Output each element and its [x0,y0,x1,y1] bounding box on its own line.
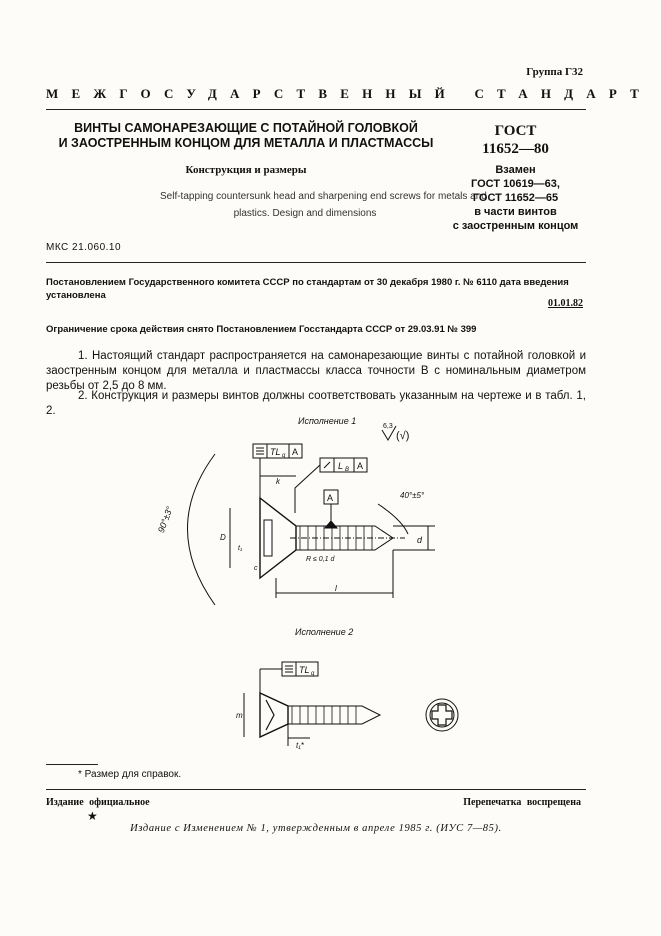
amendment-note: Издание с Изменением № 1, утвержденным в апреле 1985 г. (ИУС 7—85). [130,823,502,834]
tol-v2-label: TL [299,665,310,675]
gost-label: ГОСТ [494,123,537,139]
title-line-2: И ЗАОСТРЕННЫМ КОНЦОМ ДЛЯ МЕТАЛЛА И ПЛАСТМАССЫ [58,136,434,150]
tol-v2-sub: g [311,671,315,677]
english-title-line-2: plastics. Design and dimensions [233,208,377,219]
tol-2-label: L [338,461,344,471]
replaces-item-3: в части винтов [474,206,557,218]
document-subtitle: Конструкция и размеры [185,164,307,176]
decree-text: Постановлением Государственного комитета СССР по стандартам от 30 декабря 1980 г. № 6110 дата введения установлена [46,277,569,301]
english-title [160,188,487,222]
angle-40-label: 40°±5° [400,491,425,500]
replaces-label: Взамен [495,164,536,176]
tol-2-datum: A [357,461,364,471]
tol-1-label: TL [270,447,281,457]
gost-designation [447,123,584,233]
top-divider [46,109,586,110]
dim-k-label: k [276,477,280,486]
reprint-notice: Перепечатка воспрещена [463,797,581,808]
mid-divider [46,262,586,263]
dim-d-label: d [417,535,423,545]
document-title [46,121,446,151]
replaces-item-2: ГОСТ 11652—65 [472,192,559,204]
roughness-value: 6,3 [383,423,393,430]
roughness-symbol: (√) [396,430,410,442]
dim-l-label: l [335,584,337,593]
group-code: Группа Г32 [526,66,583,78]
datum-a-label: A [327,493,334,503]
replaces-item-1: ГОСТ 10619—63, [471,178,560,190]
radius-label: R ≤ 0,1 d [306,556,335,563]
title-line-1: ВИНТЫ САМОНАРЕЗАЮЩИЕ С ПОТАЙНОЙ ГОЛОВКОЙ [74,121,418,135]
version-2-label: Исполнение 2 [295,627,354,637]
tol-2-sub: B [345,467,350,473]
limitation-text: Ограничение срока действия снято Постановлением Госстандарта СССР от 29.03.91 № 399 [46,324,477,335]
dim-t1-label: t₁ [238,545,243,552]
gost-number: 11652—80 [482,141,549,157]
version-1-label: Исполнение 1 [298,416,357,426]
footnote-divider [46,764,98,765]
mks-code: МКС 21.060.10 [46,242,122,253]
screw-drawing [140,408,460,753]
footnote: * Размер для справок. [78,769,182,780]
tol-1-datum: A [292,447,299,457]
english-title-line-1: Self-tapping countersunk head and sharpening end screws for metals and [160,191,487,202]
replaces-block [447,163,584,233]
dim-t1-star-label: t₁* [296,741,304,750]
edition-label: Издание официальное [46,797,150,808]
replaces-item-4: с заостренным концом [452,220,579,232]
footer-divider [46,789,586,790]
angle-90-label: 90°±3° [156,505,175,535]
paragraph-1: 1. Настоящий стандарт распространяется на самонарезающие винты с потайной головкой и заостренным концом для металла и пластмассы класса точности В с номинальным диаметром резьбы от 2,5 до 8 мм. [46,350,586,392]
dim-D-label: D [220,533,226,542]
dim-c-label: c [254,565,258,572]
tol-1-sub: g [282,453,286,459]
introduction-date: 01.01.82 [548,298,583,309]
star-icon: ★ [87,809,98,823]
interstate-standard-heading: МЕЖГОСУДАРСТВЕННЫЙ СТАНДАРТ [46,86,653,101]
paragraph-2: 2. Конструкция и размеры винтов должны соответствовать указанным на чертеже и в табл. 1, 2. [46,390,586,417]
dim-m-label: m [236,711,243,720]
phillips-recess-icon [426,699,458,731]
